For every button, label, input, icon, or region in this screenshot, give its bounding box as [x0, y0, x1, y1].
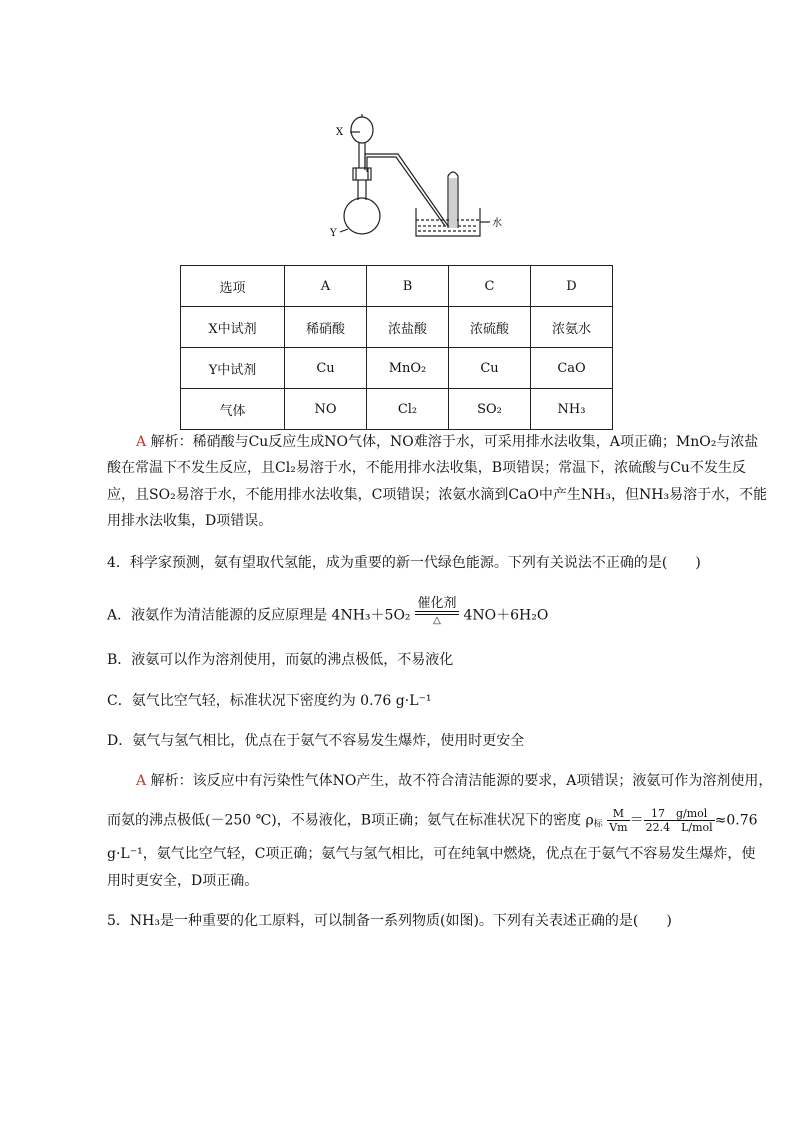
gas-apparatus-figure: [320, 108, 510, 243]
table-row: [181, 266, 613, 307]
q3-analysis-line3: 应，且SO₂易溶于水，不能用排水法收集，C项错误；浓氨水滴到CaO中产生NH₃，但NH₃易溶于水，不能: [107, 487, 768, 503]
table-cell: Cl₂: [367, 389, 449, 430]
density-calculation: $\frac{\text{17 g/mol}}{\text{22.4 L/mol}}$: [645, 807, 713, 834]
label-y: Y: [330, 228, 337, 239]
q4-option-b: B．液氨可以作为溶剂使用，而氨的沸点极低，不易液化: [107, 652, 454, 668]
q4-option-d: D．氨气与氢气相比，优点在于氨气不容易发生爆炸，使用时更安全: [107, 733, 525, 749]
q4-analysis-line3: g·L⁻¹，氨气比空气轻，C项正确；氨气与氢气相比，可在纯氧中燃烧，优点在于氨气不容易发生爆炸，使: [107, 846, 756, 862]
table-cell: 浓硫酸: [449, 307, 531, 348]
table-row: [181, 348, 613, 389]
table-cell: MnO₂: [367, 348, 449, 389]
table-cell: CaO: [531, 348, 613, 389]
q3-analysis-line4: 用排水法收集，D项错误。: [107, 513, 273, 529]
table-cell: 气体: [181, 389, 285, 430]
table-cell: B: [367, 266, 449, 307]
table-cell: 浓盐酸: [367, 307, 449, 348]
q4-analysis-line2: 而氨的沸点极低(－250 ℃)，不易液化，B项正确；氨气在标准状况下的密度 $\rho_标$ $\frac{M}{Vm}$ ＝ $\frac{\text{17 g/mol}}{\text{22.4 L/mol}}$ ≈0.76: [107, 807, 758, 834]
table-cell: 浓氨水: [531, 307, 613, 348]
table-cell: SO₂: [449, 389, 531, 430]
q4-option-c: C．氨气比空气轻，标准状况下密度约为 0.76 g·L⁻¹: [107, 693, 432, 709]
table-cell: D: [531, 266, 613, 307]
q4-stem: 4．科学家预测，氨有望取代氢能，成为重要的新一代绿色能源。下列有关说法不正确的是( ): [107, 555, 701, 571]
table-row: [181, 307, 613, 348]
q4-answer: A: [136, 773, 147, 789]
label-water: 水: [492, 218, 502, 229]
table-cell: NH₃: [531, 389, 613, 430]
table-cell: C: [449, 266, 531, 307]
q3-analysis-line2: 酸在常温下不发生反应，且Cl₂易溶于水，不能用排水法收集，B项错误；常温下，浓硫酸与Cu不发生反: [107, 460, 746, 476]
table-cell: NO: [285, 389, 367, 430]
table-cell: A: [285, 266, 367, 307]
table-cell: X中试剂: [181, 307, 285, 348]
q4-analysis-line4: 用时更安全，D项正确。: [107, 873, 259, 889]
flask-body: [344, 198, 380, 234]
q3-analysis-line1: A 解析：稀硝酸与Cu反应生成NO气体，NO难溶于水，可采用排水法收集，A项正确；MnO₂与浓盐: [136, 434, 759, 450]
table-cell: 选项: [181, 266, 285, 307]
density-formula: $\frac{M}{Vm}$: [609, 807, 628, 834]
q5-stem: 5．NH₃是一种重要的化工原料，可以制备一系列物质(如图)。下列有关表述正确的是( ): [107, 913, 672, 929]
table-cell: 稀硝酸: [285, 307, 367, 348]
options-table: [180, 265, 613, 430]
q3-answer: A: [136, 434, 147, 450]
q4-analysis-line1: A 解析：该反应中有污染性气体NO产生，故不符合清洁能源的要求，A项错误；液氨可作为溶剂使用，: [136, 773, 773, 789]
table-cell: Cu: [285, 348, 367, 389]
q4-option-a: A．液氨作为清洁能源的反应原理是 4NH₃＋5O₂ 催化剂 △ 4NO＋6H₂O: [107, 596, 549, 626]
label-x: X: [336, 127, 344, 138]
table-cell: Y中试剂: [181, 348, 285, 389]
funnel-bulb: [351, 117, 373, 143]
table-row: [181, 389, 613, 430]
reaction-condition: 催化剂 △: [415, 597, 459, 626]
table-cell: Cu: [449, 348, 531, 389]
